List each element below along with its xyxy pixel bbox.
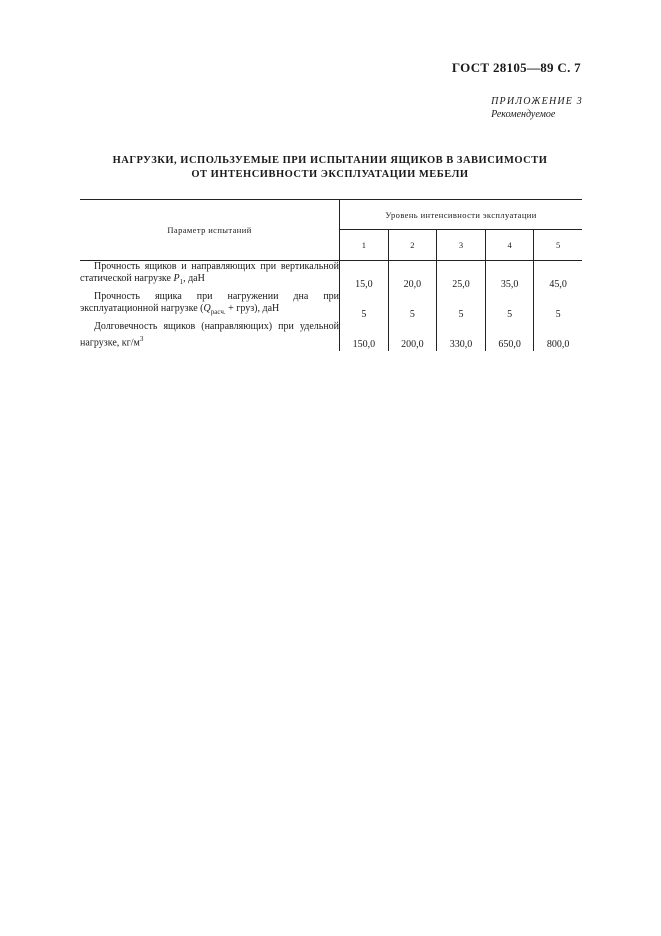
value-cell: 20,0 (388, 261, 437, 292)
param-subscript: расч. (210, 308, 226, 316)
param-superscript: 3 (139, 335, 144, 343)
value-cell: 25,0 (437, 261, 486, 292)
value-cell: 200,0 (388, 321, 437, 351)
level-2-header: 2 (388, 230, 437, 261)
value-cell: 15,0 (340, 261, 389, 292)
param-variable: Q (203, 303, 211, 314)
value-cell: 5 (485, 291, 534, 321)
param-cell (80, 261, 340, 292)
value-cell: 5 (437, 291, 486, 321)
level-1-header: 1 (340, 230, 389, 261)
level-4-header: 4 (485, 230, 534, 261)
value-cell: 650,0 (485, 321, 534, 351)
title-line-2: ОТ ИНТЕНСИВНОСТИ ЭКСПЛУАТАЦИИ МЕБЕЛИ (191, 169, 469, 180)
table-row (80, 291, 582, 321)
document-title (80, 154, 580, 182)
value-cell: 800,0 (546, 339, 570, 350)
level-column-header: Уровень интенсивности эксплуатации (340, 200, 582, 230)
level-5-header: 5 (534, 230, 582, 261)
value-cell: 5 (555, 309, 561, 320)
value-cell: 35,0 (485, 261, 534, 292)
param-cell (80, 291, 340, 321)
value-cell: 45,0 (549, 279, 567, 290)
annex-label: ПРИЛОЖЕНИЕ 3 (491, 96, 583, 107)
table-header-row (80, 200, 582, 230)
param-text-end: + груз), даН (225, 303, 280, 314)
param-text: Прочность ящика при нагружении дна при эксплуатационной нагрузке ( (80, 291, 340, 314)
value-cell: 5 (388, 291, 437, 321)
param-variable: P (173, 273, 180, 284)
table-row (80, 261, 582, 292)
param-text: Долговечность ящиков (направляющих) при удельной нагрузке, кг/м (80, 321, 340, 349)
annex-block (491, 95, 583, 121)
param-text-end: , даН (183, 273, 205, 284)
param-cell (80, 321, 340, 351)
value-cell: 150,0 (340, 321, 389, 351)
param-column-header: Параметр испытаний (80, 200, 340, 261)
loads-table (80, 199, 582, 351)
param-text: Прочность ящиков и направляющих при вертикальной статической нагрузке (80, 261, 340, 284)
annex-status: Рекомендуемое (491, 109, 556, 120)
level-3-header: 3 (437, 230, 486, 261)
param-subscript: 1 (179, 278, 184, 286)
value-cell: 5 (340, 291, 389, 321)
title-line-1: НАГРУЗКИ, ИСПОЛЬЗУЕМЫЕ ПРИ ИСПЫТАНИИ ЯЩИКОВ В ЗАВИСИМОСТИ (112, 155, 548, 166)
page-number: ГОСТ 28105—89 С. 7 (451, 60, 581, 75)
table-row (80, 321, 582, 351)
value-cell: 330,0 (437, 321, 486, 351)
